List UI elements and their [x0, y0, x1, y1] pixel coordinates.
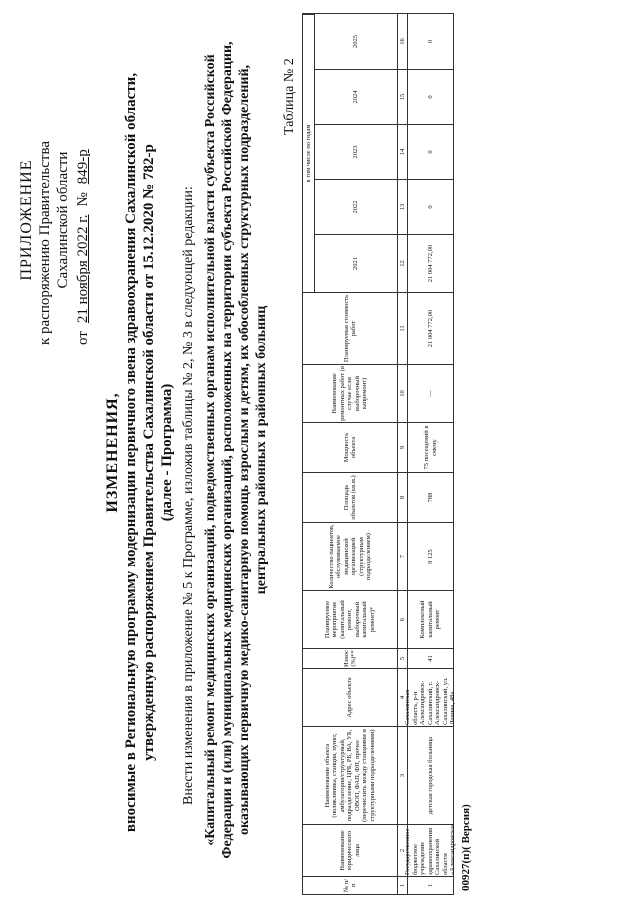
num-cell: 1 — [398, 876, 408, 894]
doc-footer: 00927(п)( Версия) — [460, 804, 472, 891]
row-event: Комплексный капитальный ремонт — [408, 590, 453, 648]
num-cell: 6 — [398, 590, 408, 648]
number-label: № — [75, 192, 91, 207]
title-main: ИЗМЕНЕНИЯ, — [104, 392, 121, 513]
intro-text: Внести изменения в приложение № 5 к Программе, изложив таблицы № 2, № 3 в следующей редакции: — [181, 186, 196, 805]
row-patients: 9 125 — [408, 522, 453, 590]
row-2023: 0 — [408, 124, 453, 179]
header-year-2023: 2023 — [315, 124, 398, 179]
row-2021: 21 004 772,00 — [408, 234, 453, 292]
row-2024: 0 — [408, 69, 453, 124]
appendix-title: ПРИЛОЖЕНИЕ — [18, 159, 35, 281]
num-cell: 5 — [398, 648, 408, 668]
row-area: 788 — [408, 472, 453, 522]
num-cell: 14 — [398, 124, 408, 179]
row-works: — — [408, 364, 453, 422]
num-cell: 3 — [398, 726, 408, 824]
num-cell: 15 — [398, 69, 408, 124]
num-cell: 16 — [398, 14, 408, 69]
header-col-capacity: Мощность объекта — [303, 422, 398, 472]
header-col-object: Наименование объекта (поликлиника, станция, пункт, амбулатория/структурный, подразделение, ЦРБ, РБ, ВА, УБ, ОВОП, ФАП, ФП, прочее (перечислить между станциями и структурными подразделениями) — [303, 726, 398, 824]
num-cell: 8 — [398, 472, 408, 522]
header-col-patients: Количество пациентов, обслуживаемое медицинской организацией (структурным подразделением) — [303, 522, 398, 590]
num-cell: 10 — [398, 364, 408, 422]
appendix-block — [18, 95, 92, 345]
header-year-2025: 2025 — [315, 14, 398, 69]
from-label: от — [75, 331, 91, 345]
appendix-line1: к распоряжению Правительства — [37, 140, 53, 345]
header-col-org: Наименование юридического лица — [303, 824, 398, 876]
data-table — [302, 13, 457, 895]
title-line1: вносимые в Региональную программу модернизации первичного звена здравоохранения Сахалинской области, — [123, 72, 139, 833]
row-address: Сахалинская область, р-н Александровск-Сахалинский, г. Александровск-Сахалинский, ул. Ленина, 48а — [408, 668, 453, 726]
num-cell: 11 — [398, 292, 408, 364]
header-year-2024: 2024 — [315, 69, 398, 124]
appendix-date: 21 ноября 2022 г. — [75, 214, 91, 324]
row-wear: 41 — [408, 648, 453, 668]
header-col-n: № п/п — [303, 876, 398, 894]
header-years-group: в том числе по годам — [303, 14, 315, 292]
num-cell: 13 — [398, 179, 408, 234]
date-row — [74, 95, 92, 345]
row-number: 1 — [408, 876, 453, 894]
header-col-address: Адрес объекта — [303, 668, 398, 726]
header-col-wear: Износ (%)** — [303, 648, 398, 668]
row-2022: 0 — [408, 179, 453, 234]
appendix-line2: Сахалинской области — [55, 151, 71, 289]
num-cell: 12 — [398, 234, 408, 292]
row-cost: 21 004 772,00 — [408, 292, 453, 364]
appendix-number: 849-р — [75, 149, 91, 185]
row-org: Государственное бюджетное учреждение здравоохранения Сахалинской области «Александровская — [404, 823, 457, 875]
doc-title — [104, 40, 176, 865]
title-line3: (далее - Программа) — [159, 383, 175, 522]
header-year-2021: 2021 — [315, 234, 398, 292]
header-col-cost: Планируемая стоимость работ — [303, 292, 398, 364]
title-line2: утвержденную распоряжением Правительства Сахалинской области от 15.12.2020 № 782-р — [141, 144, 157, 761]
num-cell: 7 — [398, 522, 408, 590]
row-2025: 0 — [426, 39, 434, 44]
row-object: детская городская больница — [408, 726, 453, 824]
header-year-2022: 2022 — [315, 179, 398, 234]
row-capacity: 75 посещений в смену — [408, 422, 453, 472]
header-col-event: Планируемое мероприятие (капитальный ремонт, выборочный капитальный ремонт)* — [303, 590, 398, 648]
table-label: Таблица № 2 — [282, 58, 297, 135]
header-col-works: Наименование ремонтных работ (в случае если выборочный капремонт) — [303, 364, 398, 422]
section-heading: «Капитальный ремонт медицинских организаций, подведомственных органам исполнительной власти субъекта Российской Федерации и (или) муниципальных медицинских организаций, расположенных на территории субъекта Российской Федерации, оказывающих первичную медико-санитарную помощь взрослым и детям, их обособленных структурных подразделений, центральных районных и районных больниц — [203, 41, 269, 859]
num-cell: 4 — [398, 668, 408, 726]
num-cell: 9 — [398, 422, 408, 472]
header-col-area: Площадь объектов (кв.м.) — [303, 472, 398, 522]
num-cell: 2 — [398, 824, 408, 876]
